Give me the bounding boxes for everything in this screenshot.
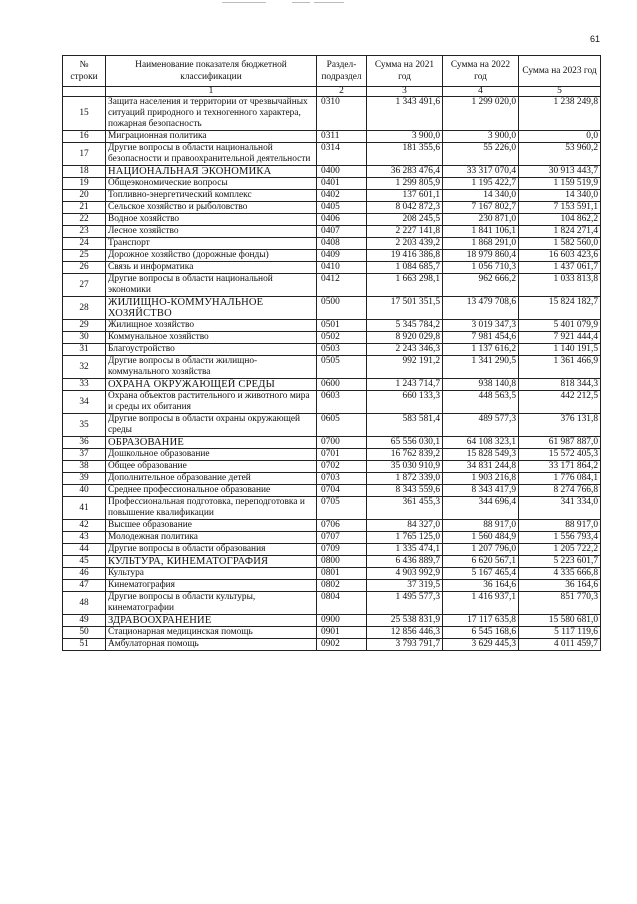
sum-2021: 2 243 346,3: [367, 344, 443, 356]
indicator-name: Сельское хозяйство и рыболовство: [106, 202, 317, 214]
sum-2023: 15 572 405,3: [519, 449, 601, 461]
sum-2021: 36 283 476,4: [367, 166, 443, 178]
sum-2022: 1 868 291,0: [443, 238, 519, 250]
section-code: 0701: [317, 449, 367, 461]
row-number: 39: [63, 473, 106, 485]
indicator-name: ОХРАНА ОКРУЖАЮЩЕЙ СРЕДЫ: [106, 379, 317, 391]
sum-2022: 8 343 417,9: [443, 485, 519, 497]
sum-2022: 13 479 708,6: [443, 297, 519, 320]
indicator-name: Водное хозяйство: [106, 214, 317, 226]
index-cell: 4: [443, 87, 519, 97]
table-row: [63, 178, 601, 190]
row-number: 33: [63, 379, 106, 391]
sum-2021: 1 663 298,1: [367, 274, 443, 297]
section-code: 0405: [317, 202, 367, 214]
indicator-name: Профессиональная подготовка, переподготовка и повышение квалификации: [106, 497, 317, 520]
indicator-name: ОБРАЗОВАНИЕ: [106, 437, 317, 449]
sum-2021: 17 501 351,5: [367, 297, 443, 320]
sum-2021: 1 299 805,9: [367, 178, 443, 190]
sum-2023: 36 164,6: [519, 580, 601, 592]
sum-2021: 8 920 029,8: [367, 332, 443, 344]
sum-2023: 5 401 079,9: [519, 320, 601, 332]
sum-2022: 33 317 070,4: [443, 166, 519, 178]
header-section-code: Раздел-подраздел: [317, 56, 367, 87]
section-code: 0502: [317, 332, 367, 344]
section-code: 0801: [317, 568, 367, 580]
header-indicator-name: Наименование показателя бюджетной классификации: [106, 56, 317, 87]
sum-2021: 3 900,0: [367, 131, 443, 143]
table-row: [63, 461, 601, 473]
header-row-number: № строки: [63, 56, 106, 87]
sum-2023: 15 824 182,7: [519, 297, 601, 320]
table-row: [63, 250, 601, 262]
indicator-name: Жилищное хозяйство: [106, 320, 317, 332]
sum-2023: 1 824 271,4: [519, 226, 601, 238]
table-row: [63, 262, 601, 274]
sum-2021: 181 355,6: [367, 143, 443, 166]
sum-2022: 7 167 802,7: [443, 202, 519, 214]
indicator-name: Коммунальное хозяйство: [106, 332, 317, 344]
sum-2022: 3 019 347,3: [443, 320, 519, 332]
header-sum-2022: Сумма на 2022 год: [443, 56, 519, 87]
table-row: [63, 166, 601, 178]
sum-2023: 4 011 459,7: [519, 639, 601, 651]
row-number: 31: [63, 344, 106, 356]
sum-2021: 1 084 685,7: [367, 262, 443, 274]
sum-2023: 1 159 519,9: [519, 178, 601, 190]
table-row: [63, 449, 601, 461]
table-row: [63, 356, 601, 379]
table-row: [63, 226, 601, 238]
indicator-name: Транспорт: [106, 238, 317, 250]
indicator-name: Другие вопросы в области культуры, кинематографии: [106, 592, 317, 615]
section-code: 0406: [317, 214, 367, 226]
sum-2023: 376 131,8: [519, 414, 601, 437]
table-row: [63, 391, 601, 414]
section-code: 0802: [317, 580, 367, 592]
index-cell: 5: [519, 87, 601, 97]
indicator-name: Защита населения и территории от чрезвычайных ситуаций природного и техногенного характера, пожарная безопасность: [106, 97, 317, 131]
row-number: 30: [63, 332, 106, 344]
sum-2022: 1 341 290,5: [443, 356, 519, 379]
section-code: 0603: [317, 391, 367, 414]
indicator-name: Стационарная медицинская помощь: [106, 627, 317, 639]
table-row: [63, 414, 601, 437]
indicator-name: Дорожное хозяйство (дорожные фонды): [106, 250, 317, 262]
row-number: 38: [63, 461, 106, 473]
sum-2022: 3 900,0: [443, 131, 519, 143]
index-cell-empty: [63, 87, 106, 97]
sum-2021: 137 601,1: [367, 190, 443, 202]
sum-2023: 7 153 591,1: [519, 202, 601, 214]
section-code: 0704: [317, 485, 367, 497]
sum-2022: 489 577,3: [443, 414, 519, 437]
section-code: 0900: [317, 615, 367, 627]
sum-2023: 1 238 249,8: [519, 97, 601, 131]
sum-2023: 7 921 444,4: [519, 332, 601, 344]
sum-2022: 34 831 244,8: [443, 461, 519, 473]
table-row: [63, 344, 601, 356]
index-cell: 2: [317, 87, 367, 97]
row-number: 29: [63, 320, 106, 332]
table-row: [63, 627, 601, 639]
section-code: 0402: [317, 190, 367, 202]
sum-2022: 1 903 216,8: [443, 473, 519, 485]
section-code: 0314: [317, 143, 367, 166]
row-number: 41: [63, 497, 106, 520]
section-code: 0804: [317, 592, 367, 615]
row-number: 36: [63, 437, 106, 449]
sum-2023: 15 580 681,0: [519, 615, 601, 627]
sum-2021: 84 327,0: [367, 520, 443, 532]
row-number: 44: [63, 544, 106, 556]
row-number: 15: [63, 97, 106, 131]
sum-2022: 1 299 020,0: [443, 97, 519, 131]
sum-2022: 448 563,5: [443, 391, 519, 414]
indicator-name: Молодежная политика: [106, 532, 317, 544]
sum-2023: 818 344,3: [519, 379, 601, 391]
indicator-name: Культура: [106, 568, 317, 580]
row-number: 25: [63, 250, 106, 262]
sum-2023: 1 361 466,9: [519, 356, 601, 379]
row-number: 34: [63, 391, 106, 414]
sum-2021: 208 245,5: [367, 214, 443, 226]
indicator-name: Кинематография: [106, 580, 317, 592]
row-number: 17: [63, 143, 106, 166]
sum-2023: 104 862,2: [519, 214, 601, 226]
indicator-name: Другие вопросы в области охраны окружающей среды: [106, 414, 317, 437]
sum-2022: 1 207 796,0: [443, 544, 519, 556]
table-row: [63, 214, 601, 226]
table-row: [63, 615, 601, 627]
sum-2023: 1 556 793,4: [519, 532, 601, 544]
header-sum-2021: Сумма на 2021 год: [367, 56, 443, 87]
sum-2023: 8 274 766,8: [519, 485, 601, 497]
index-cell: 3: [367, 87, 443, 97]
row-number: 37: [63, 449, 106, 461]
table-row: [63, 437, 601, 449]
row-number: 23: [63, 226, 106, 238]
sum-2022: 1 560 484,9: [443, 532, 519, 544]
indicator-name: Другие вопросы в области жилищно-коммунального хозяйства: [106, 356, 317, 379]
sum-2021: 660 133,3: [367, 391, 443, 414]
sum-2022: 3 629 445,3: [443, 639, 519, 651]
indicator-name: Другие вопросы в области национальной безопасности и правоохранительной деятельности: [106, 143, 317, 166]
sum-2023: 442 212,5: [519, 391, 601, 414]
table-row: [63, 143, 601, 166]
section-code: 0706: [317, 520, 367, 532]
page-number: 61: [589, 34, 600, 44]
sum-2023: 14 340,0: [519, 190, 601, 202]
section-code: 0501: [317, 320, 367, 332]
sum-2021: 1 765 125,0: [367, 532, 443, 544]
sum-2022: 1 137 616,2: [443, 344, 519, 356]
indicator-name: Дополнительное образование детей: [106, 473, 317, 485]
sum-2021: 25 538 831,9: [367, 615, 443, 627]
sum-2021: 12 856 446,3: [367, 627, 443, 639]
sum-2023: 1 582 560,0: [519, 238, 601, 250]
table-row: [63, 520, 601, 532]
section-code: 0311: [317, 131, 367, 143]
indicator-name: Охрана объектов растительного и животного мира и среды их обитания: [106, 391, 317, 414]
row-number: 24: [63, 238, 106, 250]
table-row: [63, 532, 601, 544]
section-code: 0503: [317, 344, 367, 356]
sum-2021: 35 030 910,9: [367, 461, 443, 473]
sum-2021: 1 872 339,0: [367, 473, 443, 485]
sum-2023: 16 603 423,6: [519, 250, 601, 262]
row-number: 50: [63, 627, 106, 639]
index-cell: 1: [106, 87, 317, 97]
table-row: [63, 544, 601, 556]
indicator-name: Миграционная политика: [106, 131, 317, 143]
table-row: [63, 379, 601, 391]
sum-2023: 30 913 443,7: [519, 166, 601, 178]
section-code: 0409: [317, 250, 367, 262]
section-code: 0408: [317, 238, 367, 250]
indicator-name: Благоустройство: [106, 344, 317, 356]
section-code: 0310: [317, 97, 367, 131]
table-row: [63, 556, 601, 568]
sum-2023: 33 171 864,2: [519, 461, 601, 473]
sum-2021: 992 191,2: [367, 356, 443, 379]
section-code: 0401: [317, 178, 367, 190]
sum-2022: 88 917,0: [443, 520, 519, 532]
sum-2022: 1 056 710,3: [443, 262, 519, 274]
indicator-name: Дошкольное образование: [106, 449, 317, 461]
row-number: 20: [63, 190, 106, 202]
header-sum-2023: Сумма на 2023 год: [519, 56, 601, 87]
sum-2021: 37 319,5: [367, 580, 443, 592]
sum-2023: 53 960,2: [519, 143, 601, 166]
section-code: 0410: [317, 262, 367, 274]
row-number: 47: [63, 580, 106, 592]
sum-2023: 4 335 666,8: [519, 568, 601, 580]
section-code: 0500: [317, 297, 367, 320]
sum-2021: 6 436 889,7: [367, 556, 443, 568]
sum-2021: 2 227 141,8: [367, 226, 443, 238]
section-code: 0600: [317, 379, 367, 391]
sum-2022: 938 140,8: [443, 379, 519, 391]
section-code: 0709: [317, 544, 367, 556]
row-number: 27: [63, 274, 106, 297]
sum-2022: 55 226,0: [443, 143, 519, 166]
row-number: 40: [63, 485, 106, 497]
section-code: 0700: [317, 437, 367, 449]
sum-2021: 2 203 439,2: [367, 238, 443, 250]
sum-2021: 361 455,3: [367, 497, 443, 520]
indicator-name: Другие вопросы в области образования: [106, 544, 317, 556]
table-row: [63, 274, 601, 297]
sum-2021: 19 416 386,8: [367, 250, 443, 262]
indicator-name: Амбулаторная помощь: [106, 639, 317, 651]
section-code: 0702: [317, 461, 367, 473]
sum-2021: 8 042 872,3: [367, 202, 443, 214]
section-code: 0400: [317, 166, 367, 178]
sum-2023: 1 205 722,2: [519, 544, 601, 556]
section-code: 0703: [317, 473, 367, 485]
table-row: [63, 97, 601, 131]
indicator-name: Лесное хозяйство: [106, 226, 317, 238]
sum-2022: 36 164,6: [443, 580, 519, 592]
section-code: 0505: [317, 356, 367, 379]
scan-marks: [0, 2, 637, 8]
row-number: 48: [63, 592, 106, 615]
sum-2023: 1 776 084,1: [519, 473, 601, 485]
indicator-name: Общеэкономические вопросы: [106, 178, 317, 190]
row-number: 43: [63, 532, 106, 544]
table-row: [63, 202, 601, 214]
table-row: [63, 497, 601, 520]
sum-2022: 7 981 454,6: [443, 332, 519, 344]
indicator-name: ЗДРАВООХРАНЕНИЕ: [106, 615, 317, 627]
sum-2023: 851 770,3: [519, 592, 601, 615]
indicator-name: Высшее образование: [106, 520, 317, 532]
sum-2022: 17 117 635,8: [443, 615, 519, 627]
row-number: 51: [63, 639, 106, 651]
section-code: 0800: [317, 556, 367, 568]
table-row: [63, 320, 601, 332]
indicator-name: Среднее профессиональное образование: [106, 485, 317, 497]
section-code: 0412: [317, 274, 367, 297]
table-row: [63, 592, 601, 615]
table-row: [63, 568, 601, 580]
sum-2022: 1 195 422,7: [443, 178, 519, 190]
sum-2021: 1 343 491,6: [367, 97, 443, 131]
row-number: 35: [63, 414, 106, 437]
row-number: 16: [63, 131, 106, 143]
sum-2021: 1 495 577,3: [367, 592, 443, 615]
indicator-name: КУЛЬТУРА, КИНЕМАТОГРАФИЯ: [106, 556, 317, 568]
indicator-name: НАЦИОНАЛЬНАЯ ЭКОНОМИКА: [106, 166, 317, 178]
table-row: [63, 131, 601, 143]
sum-2021: 583 581,4: [367, 414, 443, 437]
column-index-row: [63, 87, 601, 97]
table-row: [63, 485, 601, 497]
sum-2023: 1 140 191,5: [519, 344, 601, 356]
row-number: 21: [63, 202, 106, 214]
row-number: 18: [63, 166, 106, 178]
table-row: [63, 238, 601, 250]
sum-2022: 1 416 937,1: [443, 592, 519, 615]
sum-2023: 88 917,0: [519, 520, 601, 532]
sum-2023: 5 117 119,6: [519, 627, 601, 639]
section-code: 0407: [317, 226, 367, 238]
row-number: 45: [63, 556, 106, 568]
section-code: 0902: [317, 639, 367, 651]
sum-2021: 1 335 474,1: [367, 544, 443, 556]
table-row: [63, 639, 601, 651]
row-number: 19: [63, 178, 106, 190]
budget-table: [62, 55, 601, 651]
table-header-row: [63, 56, 601, 87]
sum-2021: 5 345 784,2: [367, 320, 443, 332]
table-row: [63, 473, 601, 485]
sum-2023: 341 334,0: [519, 497, 601, 520]
table-row: [63, 190, 601, 202]
indicator-name: Связь и информатика: [106, 262, 317, 274]
row-number: 28: [63, 297, 106, 320]
indicator-name: Другие вопросы в области национальной экономики: [106, 274, 317, 297]
sum-2023: 5 223 601,7: [519, 556, 601, 568]
section-code: 0605: [317, 414, 367, 437]
sum-2022: 230 871,0: [443, 214, 519, 226]
sum-2022: 344 696,4: [443, 497, 519, 520]
sum-2022: 1 841 106,1: [443, 226, 519, 238]
section-code: 0707: [317, 532, 367, 544]
sum-2022: 15 828 549,3: [443, 449, 519, 461]
row-number: 49: [63, 615, 106, 627]
indicator-name: ЖИЛИЩНО-КОММУНАЛЬНОЕ ХОЗЯЙСТВО: [106, 297, 317, 320]
row-number: 42: [63, 520, 106, 532]
row-number: 22: [63, 214, 106, 226]
indicator-name: Общее образование: [106, 461, 317, 473]
table-row: [63, 297, 601, 320]
table-row: [63, 580, 601, 592]
sum-2022: 962 666,2: [443, 274, 519, 297]
indicator-name: Топливно-энергетический комплекс: [106, 190, 317, 202]
sum-2022: 6 545 168,6: [443, 627, 519, 639]
sum-2021: 3 793 791,7: [367, 639, 443, 651]
sum-2022: 64 108 323,1: [443, 437, 519, 449]
sum-2021: 16 762 839,2: [367, 449, 443, 461]
sum-2022: 18 979 860,4: [443, 250, 519, 262]
sum-2022: 6 620 567,1: [443, 556, 519, 568]
row-number: 32: [63, 356, 106, 379]
section-code: 0705: [317, 497, 367, 520]
sum-2022: 5 167 465,4: [443, 568, 519, 580]
sum-2023: 0,0: [519, 131, 601, 143]
sum-2022: 14 340,0: [443, 190, 519, 202]
sum-2023: 1 033 813,8: [519, 274, 601, 297]
row-number: 26: [63, 262, 106, 274]
sum-2021: 65 556 030,1: [367, 437, 443, 449]
sum-2021: 4 903 992,9: [367, 568, 443, 580]
sum-2021: 8 343 559,6: [367, 485, 443, 497]
table-row: [63, 332, 601, 344]
section-code: 0901: [317, 627, 367, 639]
row-number: 46: [63, 568, 106, 580]
sum-2023: 1 437 061,7: [519, 262, 601, 274]
sum-2023: 61 987 887,0: [519, 437, 601, 449]
sum-2021: 1 243 714,7: [367, 379, 443, 391]
